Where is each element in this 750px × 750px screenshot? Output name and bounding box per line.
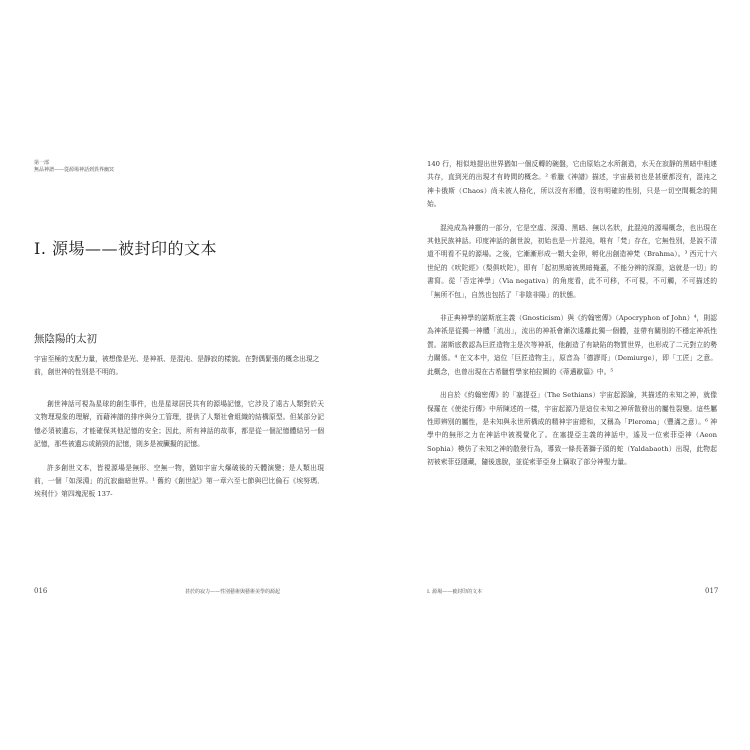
body-text-left xyxy=(34,398,324,512)
paragraph: 混沌成為神靈的一部分，它是空虛、深淵、黑暗、無以名狀，此混沌的源場概念，也出現在其他民族神話。印度神話的創世說，初始也是一片混沌，唯有「梵」存在，它無性別，是說不清道不明看不見的源場。之後，它漸漸形成一顆大金卵，孵化出創造神梵（Brahma）。³ 西元十六世紀的《吠陀經》（梨俱吠陀），即有「起初黑暗被黑暗掩蓋，不能分辨的深淵，這就是一切」的書寫。從「否定神學」（Via negativa）的角度看，此不可移，不可視，不可觸，不可描述的「無所不包」，自然也包括了「非陰非陽」的狀態。 xyxy=(427,223,717,299)
page-number: 016 xyxy=(34,587,48,595)
paragraph: 許多創世文本，皆視源場是無形、空無一物，猶如宇宙大爆破後的天體演變；是人類出現前，一個「如深淵」的沉寂幽暗世界。¹ 舊約《創世記》第一章六至七節與巴比倫石《埃努瑪．埃利什》第四塊泥板 137- xyxy=(34,463,324,499)
paragraph: 出自於《約翰密傳》的「塞提亞」（The Sethians）宇宙起源論，其描述的未知之神，就像保羅在《使徒行傳》中所陳述的一樣，宇宙起源乃是這位未知之神所散發出的屬性裂變。這些屬性即辨別的屬性，是未知與永世所構成的精神宇宙總和，又稱為「Pleroma」（豐滿之意）。⁶ 神學中的無形之力在神話中被視覺化了。在塞提亞主義的神話中，遙及一位索菲亞神（Aeon Sophia）模仿了未知之神的散發行為，導致一條長著獅子頭的蛇（Yaldabaoth）出現，此物起初被索菲亞隱藏，隨後逃脫，並從索菲亞身上竊取了部分神聖力量。 xyxy=(427,391,717,467)
paragraph: 創世神話可視為星球的創生事件，也是星球居民共有的源場記憶，它涉及了遠古人類對於天文物理現象的理解，而藉神譜的排序與分工管理，提供了人類社會組織的結構原型。但某部分記憶必須被遺忘，才能確保其他記憶的安全；因此，所有神話的故事，都是從一個記憶體結另一個記憶，那些被遺忘或銷毀的記憶，則多是被臟擬的記憶。 xyxy=(34,400,324,449)
paragraph: 140 行，相似地提出世界猶如一個反轉的碗盤，它由原始之水所創造，水天在寂靜的黑暗中相連共存，直到光的出現才有時間的概念。² 希臘《神譜》描述，宇宙最初也是甚麼都沒有，混沌之神卡俄斯（Chaos）尚未被人格化，所以沒有形體，沒有明確的性別，只是一切空間概念的開始。 xyxy=(427,160,717,209)
chapter-title: I. 源場——被封印的文本 xyxy=(34,239,217,258)
section-title: 無陰陽的太初 xyxy=(34,333,97,345)
running-head-title: 無品神譜——從源場神話到異界幽冥 xyxy=(34,167,115,173)
right-page xyxy=(375,0,750,750)
running-head-part: 第一部 xyxy=(34,160,50,166)
epigraph: 宇宙至極的支配力量，被想像是光、是神祇、是混沌、是靜寂的樣貌。在對偶緊張的概念出現之前，創世神的性別是不明的。 xyxy=(34,355,320,377)
page-number: 017 xyxy=(705,587,719,595)
body-text-right xyxy=(427,158,717,480)
footer-book-title: 甚於的寂力——性別藝術與藝術美學的源起 xyxy=(185,589,281,595)
footer-chapter-title: I. 源場——被封印的文本 xyxy=(427,589,483,595)
running-head xyxy=(34,160,114,174)
paragraph: 非正典神學的諾斯底主義（Gnosticism）與《約翰密傳》（Apocryphon of John）⁴，則認為神祇是從獨一神體「流出」，流出的神祇會漸次遠離此獨一個體，並帶有關別的不穩定神祇性質。諾斯底教認為巨匠造物主是次等神祇，他創造了有缺陷的物質世界，也形成了二元對立的勢力關係。⁴ 在文本中，這位「巨匠造物主」，原音為「德謬哥」（Demiurge），即「工匠」之意。此概念，也曾出現在古希臘哲學家柏拉圖的《蒂邁歐篇》中。⁵ xyxy=(427,314,717,376)
